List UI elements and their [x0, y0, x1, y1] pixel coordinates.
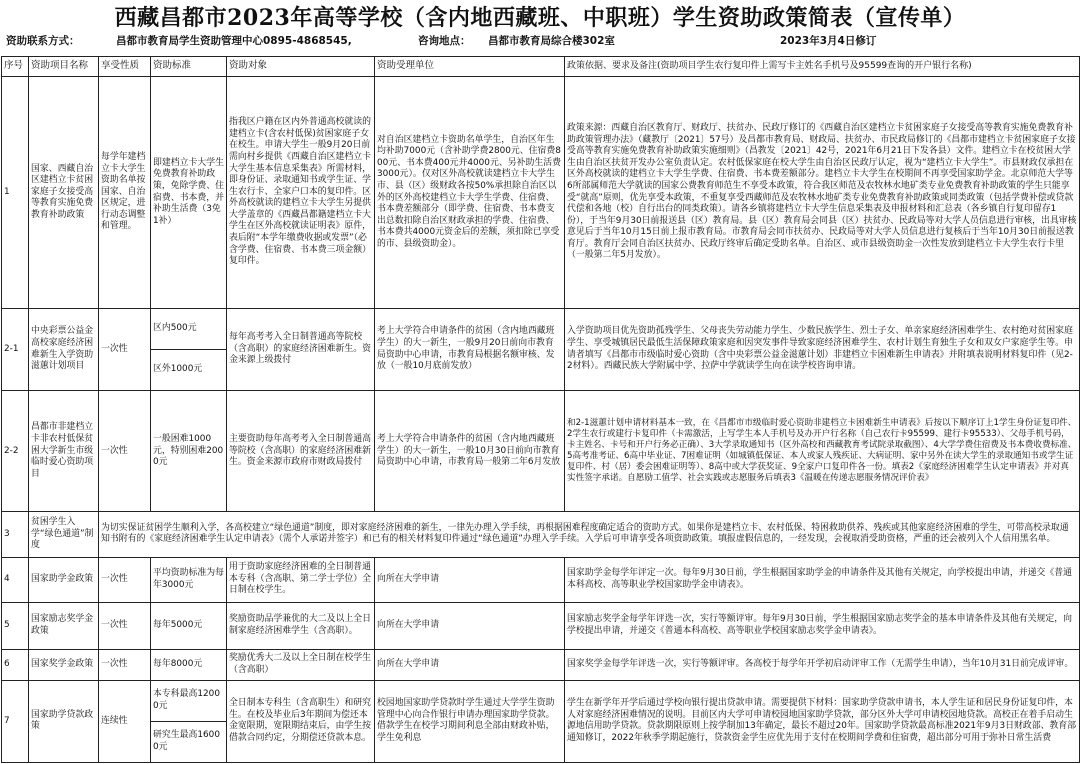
header-nature: 享受性质 [99, 57, 151, 77]
row-nature: 一次性 [99, 602, 151, 649]
table-row [2, 77, 1080, 309]
row-no: 7 [2, 680, 29, 762]
table-row [2, 680, 1080, 721]
row-unit: 向所在大学申请 [375, 557, 565, 602]
row-standard: 每年5000元 [151, 602, 227, 649]
row-body: 为切实保证贫困学生顺利入学，各高校建立“绿色通道”制度，即对家庭经济困难的新生，一律先办理入学手续，再根据困难程度确定适合的资助方式。如果你是建档立卡、农村低保、特困救助供养、残疾或其他家庭经济困难的学生，可带高校录取通知书附有的《家庭经济困难学生认定申请表》（需个人承诺并签字）和已有的相关材料复印件通过“绿色通道”办理入学手续。入学后可申请享受各项资助政策。填报虚假信息的，一经发现，会视取消受助资格，严重的还会被列入个人信用黑名单。 [99, 512, 1080, 557]
row-target: 主要资助每年高考考入全日制普通高等院校（含高职）的家庭经济困难新生。资金来源市政府市财政局拨付 [227, 391, 375, 512]
table-row [2, 512, 1080, 557]
row-target: 全日制本专科生（含高职生）和研究生。在校及毕业后3年期间为偿还本金宽限期，宽限期结束后，由学生按借款合同约定，分期偿还贷款本息。 [227, 680, 375, 762]
row-no: 4 [2, 557, 29, 602]
header-no: 序号 [2, 57, 29, 77]
row-unit: 考上大学符合申请条件的贫困（含内地西藏班学生）的大一新生，一般9月20日前向市教育局资助中心申请，市教育局根据名额审核、发放（一般10月底前发放） [375, 309, 565, 391]
row-no: 1 [2, 77, 29, 309]
row-name: 国家、西藏自治区建档立卡贫困家庭子女接受高等教育实施免费教育补助政策 [29, 77, 99, 309]
row-target: 奖励资助品学兼优的大二及以上全日制家庭经济困难学生（含高职）。 [227, 602, 375, 649]
contact-label: 资助联系方式： [6, 35, 80, 47]
contact-line [6, 33, 1074, 49]
contact-value: 昌都市教育局学生资助管理中心0895-4868545, [116, 35, 352, 47]
row-no: 2-1 [2, 309, 29, 391]
row-nature: 一次性 [99, 649, 151, 680]
row-policy: 国家奖学金每学年评选一次，实行等额评审。各高校于每学年开学初启动评审工作（无需学生申请），当年10月31日前完成评审。 [565, 649, 1080, 680]
row-name: 国家励志奖学金政策 [29, 602, 99, 649]
row-target: 指我区户籍在区内外普通高校就读的建档立卡(含农村低保)贫困家庭子女在校生。申请大学生一般9月20日前需向村乡提供《西藏自治区建档立卡大学生基本信息采集表》所需材料，即身份证、录取通知书或学生证、学生农行卡、全家户口本的复印件。区外高校就读的建档立卡大学生另提供大学盖章的《西藏昌都籍建档立卡大学生在区外高校就读证明表》原件，表后附“本学年缴费收据或发票”（必含学费、住宿费、书本费三项金额）复印件。 [227, 77, 375, 309]
row-policy: 国家励志奖学金每学年评选一次，实行等额评审。每年9月30日前，学生根据国家励志奖学金的基本申请条件及其他有关规定，向学校提出申请，并递交《普通本科高校、高等职业学校国家励志奖学金申请表》。 [565, 602, 1080, 649]
row-nature: 一次性 [99, 557, 151, 602]
header-target: 资助对象 [227, 57, 375, 77]
row-policy: 国家助学金每学年评定一次。每年9月30日前，学生根据国家助学金的申请条件及其他有关规定，向学校提出申请，并递交《普通本科高校、高等职业学校国家助学金申请表》。 [565, 557, 1080, 602]
row-standard-a: 本专科最高12000元 [151, 680, 227, 721]
row-unit: 向所在大学申请 [375, 649, 565, 680]
row-policy: 入学资助项目优先资助孤残学生、父母丧失劳动能力学生、少数民族学生、烈士子女、单亲家庭经济困难学生、农村绝对贫困家庭学生、享受城镇居民最低生活保障政策家庭和因突发事件导致家庭经济困难学生、农村计划生育独生子女和双女户家庭学生等。申请者填写《昌都市市级临时爱心资助（含中央彩票公益金滋蕙计划）非建档立卡困难新生申请表》并附填表说明材料复印件（见2-2材料）。西藏民族大学附属中学、拉萨中学就读学生向在读学校咨询申请。 [565, 309, 1080, 391]
header-standard: 资助标准 [151, 57, 227, 77]
row-nature: 一次性 [99, 391, 151, 512]
row-target: 奖励优秀大二及以上全日制在校学生（含高职） [227, 649, 375, 680]
row-nature: 连续性 [99, 680, 151, 762]
row-unit: 对自治区建档立卡资助名单学生，自治区年生均补助7000元（含补助学费2800元、住宿费800元、书本费400元并4000元、另补助生活费3000元）。仅对区外高校就读建档立卡大学生市、县（区）级财政各按50%承担除自治区以外的区外高校建档立卡大学生学费、住宿费、书本费差额部分（即学费、住宿费、书本费支出总数扣除自治区财政承担的学费、住宿费、书本费共4000元资金后的差额，须扣除已享受的市、县级资助金）。 [375, 77, 565, 309]
row-name: 贫困学生入学“绿色通道”制度 [29, 512, 99, 557]
page-title: 西藏昌都市2023年高等学校（含内地西藏班、中职班）学生资助政策简表（宣传单） [114, 5, 966, 31]
address-label: 咨询地点： [418, 35, 471, 47]
row-standard: 每年8000元 [151, 649, 227, 680]
row-standard-b: 区外1000元 [151, 350, 227, 391]
row-no: 5 [2, 602, 29, 649]
row-unit: 校园地国家助学贷款时学生通过大学学生资助管理中心向合作银行申请办理国家助学贷款。借款学生在校学习期间利息全部由财政补贴，学生免利息 [375, 680, 565, 762]
row-policy: 和2-1滋蕙计划申请材料基本一致，在《昌都市市级临时爱心资助非建档立卡困难新生申请表》后按以下顺序订上1学生身份证复印件、2学生农行或建行卡复印件（卡需激活，上写学生本人手机号及办开户行名称（自己农行卡95599、建行卡95533）、父母手机号码，卡主姓名、卡号和开户行务必正确）、3大学录取通知书（区外高校和西藏教育考试院录取截图）、4大学学费住宿费及书本费收费标准、5高考准考证、6高中毕业证、7困难证明（如城镇低保证、本人或家人残疾证、大病证明、家中另外在读大学生的录取通知书或学生证复印件、村（居）委会困难证明等）、8高中或大学获奖证、9全家户口复印件各一份。填表2《家庭经济困难学生认定申请表》并对真实性签字承诺。自愿励工值学、社会实践或志愿服务后填表3《温暖在传递志愿服务情况评价表》 [565, 391, 1080, 512]
row-no: 2-2 [2, 391, 29, 512]
table-row [2, 557, 1080, 602]
row-no: 3 [2, 512, 29, 557]
row-unit: 考上大学符合申请条件的贫困（含内地西藏班学生）的大一新生，一般10月30日前向市教育局资助中心申请，市教育局一般第二年6月发放 [375, 391, 565, 512]
table-row [2, 309, 1080, 350]
row-target: 每年高考考入全日制普通高等院校（含高职）的家庭经济困难新生。资金来源上级拨付 [227, 309, 375, 391]
table-row [2, 602, 1080, 649]
row-name: 国家助学金政策 [29, 557, 99, 602]
table-row [2, 391, 1080, 512]
policy-table [1, 56, 1080, 763]
revision-date: 2023年3月4日修订 [780, 35, 877, 47]
address-value: 昌都市教育局综合楼302室 [488, 35, 615, 47]
row-standard-a: 区内500元 [151, 309, 227, 350]
row-nature: 每学年建档立卡大学生资助名单按国家、自治区规定，进行动态调整和管理。 [99, 77, 151, 309]
row-no: 6 [2, 649, 29, 680]
header-policy: 政策依据、要求及备注(资助项目学生农行复印件上需写卡主姓名手机号及95599查询的开户银行名称) [565, 57, 1080, 77]
header-unit: 资助受理单位 [375, 57, 565, 77]
row-policy: 学生在新学年开学后通过学校向银行提出贷款申请。需要提供下材料：国家助学贷款申请书，本人学生证和居民身份证复印件，本人对家庭经济困难情况的说明。目前区内大学可申请校园地国家助学贷款，部分区外大学可申请校园地贷款。高校正在着手启动生源地信用助学贷款。贷款期限原则上按学制加13年确定，最长不超过20年。国家助学贷款最高标准2021年9月3日财政部、教育部通知修订，2022年秋季学期起施行，贷款资金学生应优先用于支付在校期间学费和住宿费，超出部分可用于弥补日常生活费 [565, 680, 1080, 762]
header-name: 资助项目名称 [29, 57, 99, 77]
row-name: 国家助学贷款政策 [29, 680, 99, 762]
row-nature: 一次性 [99, 309, 151, 391]
row-standard: 平均资助标准为每年3000元 [151, 557, 227, 602]
row-policy: 政策来源：西藏自治区教育厅、财政厅、扶贫办、民政厅修订的《西藏自治区建档立卡贫困家庭子女接受高等教育实施免费教育补助政策管理办法》（藏教厅〔2021〕57号）及昌都市教育局、财政局、扶贫办、市民政局修订的《昌都市建档立卡贫困家庭子女接受高等教育实施免费教育补助政策实施细则》（昌教发〔2021〕42号，2021年6月21日下发各县）文件。建档立卡在校贫困大学生由自治区扶贫开发办公室负责认定。农村低保家庭在校大学生由自治区民政厅认定，视为“建档立卡大学生”。市县财政仅承担在区外高校就读的建档立卡大学生学费、住宿费、书本费差额部分。建档立卡大学生在校期间不再享受国家助学金。北京师范大学等6所部属师范大学就读的国家公费教育师范生不享受本政策，符合我区师范及农牧林水地矿类专业免费教育补助政策的学生只能享受“就高”原则，优先享受本政策，不重复享受西藏师范及农牧林水地矿类专业免费教育补助政策或同类政策（包括学费补偿或贷款代偿和各地（校）自行出台的同类政策）。请各乡镇将建档立卡大学生信息采集表及申报材料和汇总表（各乡镇自行复印留存1份），于当年9月30日前报送县（区）教育局。县（区）教育局会同县（区）扶贫办、民政局等对大学人员信息进行审核，出具审核意见后于当年10月15日前上报市教育局。市教育局会同市扶贫办、民政局等对大学人员信息进行复核后于当年10月30日前报送教育厅。教育厅会同自治区扶贫办、民政厅终审后确定受助名单。自治区、或市县级资助金一次性发放到建档立卡大学生农行卡里（一般第二年5月发放）。 [565, 77, 1080, 309]
row-target: 用于资助家庭经济困难的全日制普通本专科（含高职、第二学士学位）全日制在校学生。 [227, 557, 375, 602]
table-row [2, 649, 1080, 680]
row-standard: 即建档立卡大学生免费教育补助政策，免除学费、住宿费、书本费，并补助生活费（3免1补） [151, 77, 227, 309]
row-name: 中央彩票公益金高校家庭经济困难新生入学资助滋蕙计划项目 [29, 309, 99, 391]
header-row [2, 57, 1080, 77]
row-name: 国家奖学金政策 [29, 649, 99, 680]
row-unit: 向所在大学申请 [375, 602, 565, 649]
row-name: 昌都市非建档立卡非农村低保贫困大学新生市级临时爱心资助项目 [29, 391, 99, 512]
row-standard-b: 研究生最高16000元 [151, 721, 227, 762]
row-standard: 一般困难1000元，特别困难2000元 [151, 391, 227, 512]
